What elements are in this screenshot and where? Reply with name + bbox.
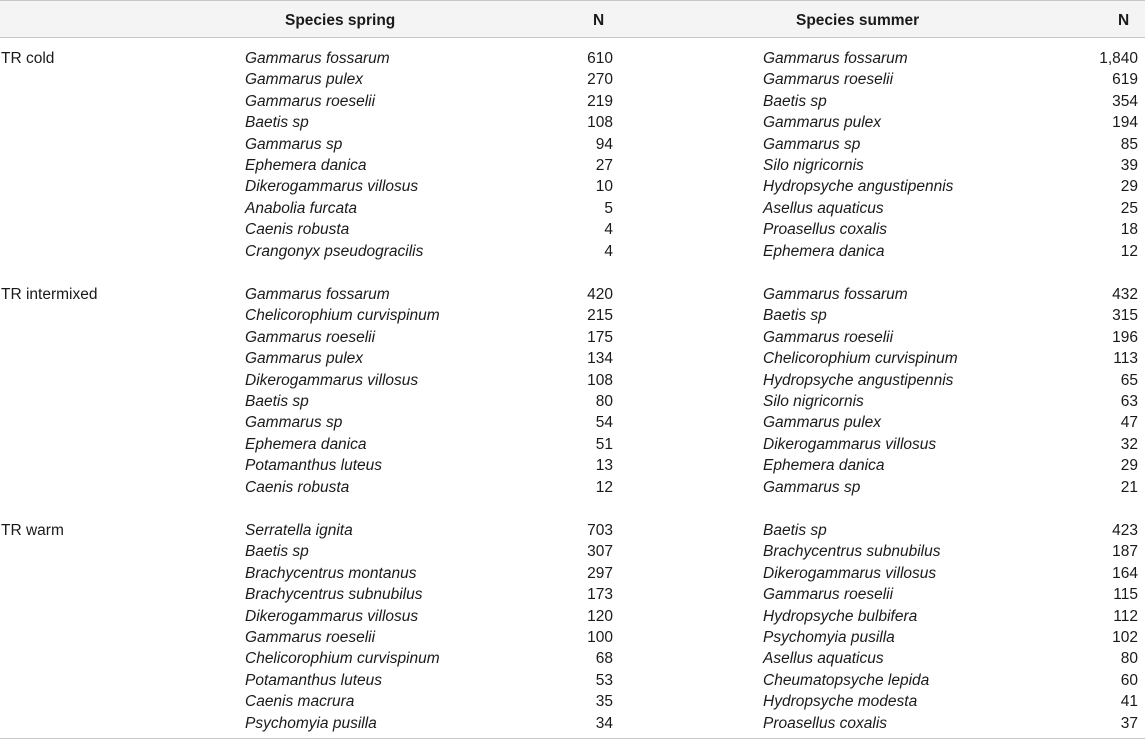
spring-species: Crangonyx pseudogracilis: [245, 242, 424, 260]
header-species-spring: Species spring: [285, 12, 396, 29]
spring-species: Brachycentrus subnubilus: [245, 586, 423, 604]
summer-species: Asellus aquaticus: [763, 650, 884, 668]
summer-count: 37: [1120, 714, 1138, 732]
summer-count: 112: [1113, 607, 1138, 625]
summer-species: Ephemera danica: [763, 457, 885, 475]
summer-count: 63: [1120, 393, 1138, 410]
summer-count: 80: [1120, 650, 1138, 668]
spring-count: 219: [587, 92, 613, 110]
spring-count: 120: [587, 607, 613, 625]
spring-count: 4: [604, 221, 613, 239]
spring-count: 53: [595, 671, 613, 689]
spring-species: Ephemera danica: [245, 435, 367, 453]
summer-count: 32: [1120, 435, 1138, 453]
summer-species: Baetis sp: [763, 307, 827, 325]
summer-count: 65: [1120, 371, 1138, 389]
spring-count: 51: [595, 435, 613, 453]
summer-count: 102: [1112, 629, 1138, 646]
spring-species: Gammarus pulex: [245, 71, 364, 89]
summer-count: 1,840: [1099, 50, 1138, 67]
spring-count: 307: [587, 543, 613, 561]
spring-count: 108: [587, 114, 613, 132]
summer-species: Dikerogammarus villosus: [763, 435, 937, 453]
summer-species: Proasellus coxalis: [763, 221, 888, 239]
summer-count: 354: [1112, 92, 1138, 110]
summer-count: 18: [1120, 221, 1138, 239]
spring-count: 12: [595, 478, 613, 496]
summer-count: 12: [1120, 242, 1138, 260]
spring-species: Ephemera danica: [245, 157, 367, 174]
summer-count: 29: [1120, 178, 1138, 196]
spring-species: Gammarus roeselii: [245, 629, 376, 646]
spring-count: 420: [587, 286, 613, 303]
group-label: TR intermixed: [1, 286, 98, 303]
spring-count: 94: [595, 135, 613, 153]
spring-count: 34: [595, 714, 613, 732]
summer-count: 21: [1120, 478, 1138, 496]
spring-species: Gammarus roeselii: [245, 328, 376, 346]
spring-species: Anabolia furcata: [245, 199, 358, 217]
summer-species: Gammarus roeselii: [763, 586, 894, 604]
spring-species: Gammarus fossarum: [245, 286, 390, 303]
spring-species: Potamanthus luteus: [245, 671, 383, 689]
spring-species: Dikerogammarus villosus: [245, 178, 419, 196]
spring-species: Serratella ignita: [245, 522, 353, 539]
summer-species: Gammarus sp: [763, 478, 861, 496]
spring-count: 80: [595, 393, 613, 410]
summer-species: Chelicorophium curvispinum: [763, 350, 958, 368]
summer-species: Hydropsyche angustipennis: [763, 371, 954, 389]
spring-species: Psychomyia pusilla: [245, 714, 377, 732]
summer-species: Gammarus sp: [763, 135, 861, 153]
summer-species: Dikerogammarus villosus: [763, 564, 937, 582]
spring-species: Gammarus roeselii: [245, 92, 376, 110]
summer-species: Proasellus coxalis: [763, 714, 888, 732]
spring-count: 297: [587, 564, 613, 582]
table-bottom-rule: [0, 738, 1145, 739]
summer-species: Gammarus roeselii: [763, 328, 894, 346]
spring-species: Dikerogammarus villosus: [245, 607, 419, 625]
summer-species: Hydropsyche modesta: [763, 693, 918, 711]
spring-count: 13: [595, 457, 613, 475]
summer-species: Brachycentrus subnubilus: [763, 543, 941, 561]
summer-species: Baetis sp: [763, 92, 827, 110]
summer-count: 39: [1120, 157, 1138, 174]
summer-species: Gammarus fossarum: [763, 50, 908, 67]
summer-count: 25: [1120, 199, 1138, 217]
summer-species: Gammarus roeselii: [763, 71, 894, 89]
summer-count: 187: [1112, 543, 1138, 561]
summer-count: 41: [1120, 693, 1138, 711]
summer-species: Baetis sp: [763, 522, 827, 539]
summer-species: Silo nigricornis: [763, 157, 864, 174]
spring-species: Gammarus sp: [245, 414, 343, 432]
summer-count: 47: [1120, 414, 1138, 432]
table-header: [0, 0, 1145, 38]
spring-count: 270: [587, 71, 613, 89]
spring-species: Gammarus fossarum: [245, 50, 390, 67]
spring-species: Gammarus sp: [245, 135, 343, 153]
header-species-summer: Species summer: [796, 12, 920, 29]
spring-species: Baetis sp: [245, 393, 309, 410]
summer-count: 164: [1112, 564, 1138, 582]
spring-count: 134: [587, 350, 613, 368]
spring-species: Caenis macrura: [245, 693, 355, 711]
summer-species: Hydropsyche angustipennis: [763, 178, 954, 196]
spring-count: 108: [587, 371, 613, 389]
summer-count: 194: [1112, 114, 1138, 132]
summer-count: 196: [1112, 328, 1138, 346]
header-n-spring: N: [593, 12, 605, 29]
spring-count: 27: [595, 157, 613, 174]
spring-count: 100: [587, 629, 613, 646]
summer-count: 619: [1112, 71, 1138, 89]
spring-species: Chelicorophium curvispinum: [245, 307, 440, 325]
summer-count: 423: [1112, 522, 1138, 539]
header-n-summer: N: [1118, 12, 1130, 29]
spring-species: Baetis sp: [245, 114, 309, 132]
summer-species: Silo nigricornis: [763, 393, 864, 410]
spring-species: Potamanthus luteus: [245, 457, 383, 475]
summer-count: 29: [1120, 457, 1138, 475]
summer-species: Psychomyia pusilla: [763, 629, 895, 646]
spring-count: 610: [587, 50, 613, 67]
spring-count: 175: [587, 328, 613, 346]
spring-count: 10: [595, 178, 613, 196]
group-label: TR cold: [1, 50, 55, 67]
spring-species: Caenis robusta: [245, 478, 350, 496]
summer-species: Cheumatopsyche lepida: [763, 671, 930, 689]
summer-species: Hydropsyche bulbifera: [763, 607, 918, 625]
spring-count: 703: [587, 522, 613, 539]
summer-count: 315: [1112, 307, 1138, 325]
spring-species: Caenis robusta: [245, 221, 350, 239]
summer-species: Asellus aquaticus: [763, 199, 884, 217]
summer-species: Gammarus pulex: [763, 114, 882, 132]
spring-species: Gammarus pulex: [245, 350, 364, 368]
spring-count: 173: [587, 586, 613, 604]
summer-count: 113: [1113, 350, 1138, 368]
summer-count: 60: [1120, 671, 1138, 689]
group-label: TR warm: [1, 522, 64, 539]
spring-count: 35: [595, 693, 613, 711]
spring-species: Baetis sp: [245, 543, 309, 561]
spring-count: 215: [587, 307, 613, 325]
summer-count: 85: [1120, 135, 1138, 153]
summer-count: 432: [1112, 286, 1138, 303]
spring-count: 54: [595, 414, 613, 432]
spring-count: 4: [604, 242, 613, 260]
spring-species: Chelicorophium curvispinum: [245, 650, 440, 668]
summer-species: Gammarus fossarum: [763, 286, 908, 303]
spring-count: 68: [595, 650, 613, 668]
summer-species: Gammarus pulex: [763, 414, 882, 432]
summer-count: 115: [1113, 586, 1138, 604]
spring-species: Brachycentrus montanus: [245, 564, 417, 582]
spring-species: Dikerogammarus villosus: [245, 371, 419, 389]
summer-species: Ephemera danica: [763, 242, 885, 260]
spring-count: 5: [604, 199, 613, 217]
